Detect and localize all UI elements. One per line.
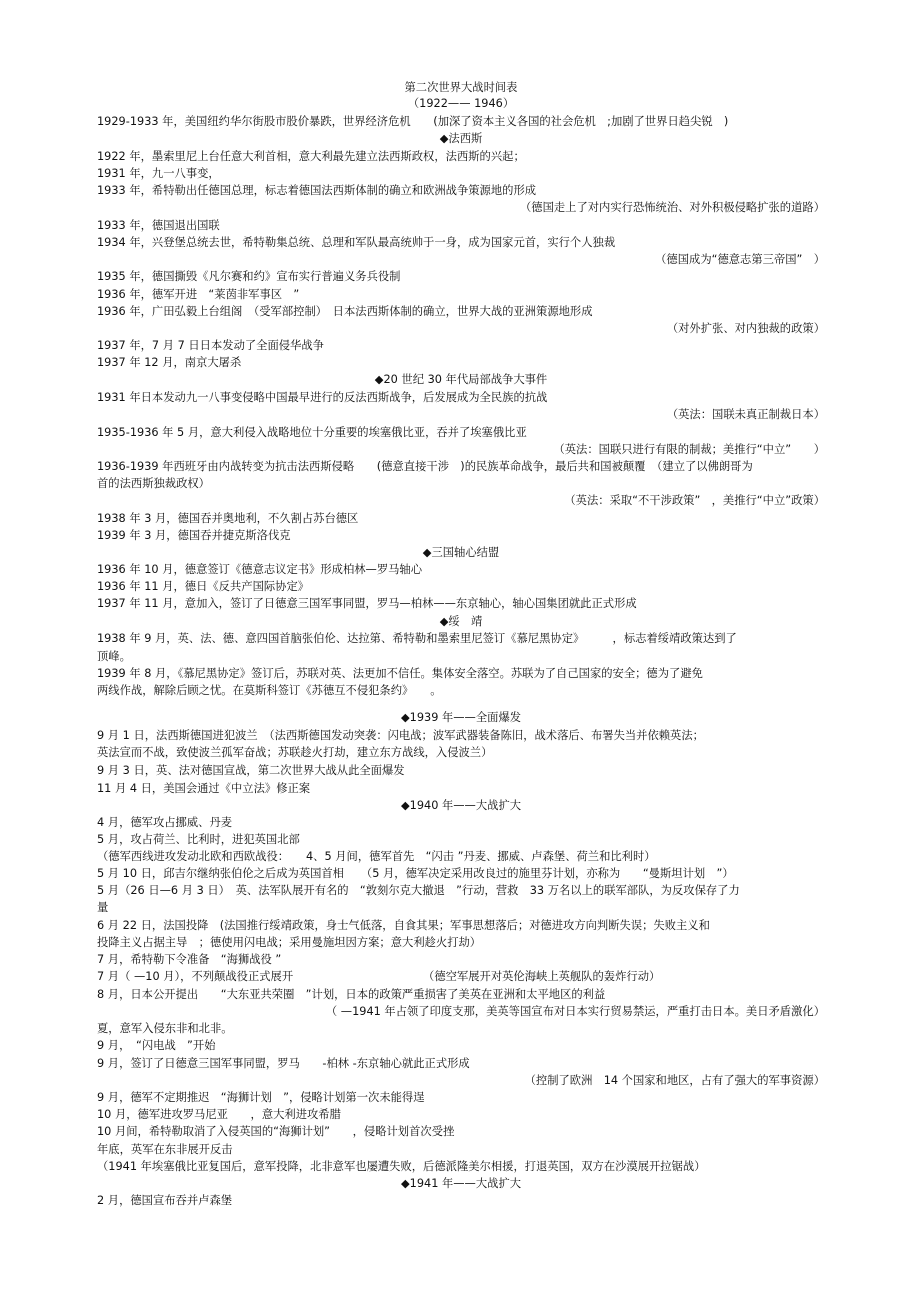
timeline-line: 1933 年，希特勒出任德国总理，标志着德国法西斯体制的确立和欧洲战争策源地的形成 (97, 184, 537, 197)
timeline-line: 9 月 3 日，英、法对德国宣战，第二次世界大战从此全面爆发 (97, 764, 405, 777)
timeline-line: 1937 年 11 月，意加入，签订了日德意三国军事同盟，罗马—柏林——东京轴心，轴心国集团就此正式形成 (97, 597, 637, 610)
timeline-line: 1938 年 9 月，英、法、德、意四国首脑张伯伦、达拉第、希特勒和墨索里尼签订《慕尼黑协定》 ，标志着绥靖政策达到了 (97, 632, 737, 645)
section-heading: ◆1941 年——大战扩大 (400, 1177, 522, 1190)
timeline-line: 1934 年，兴登堡总统去世，希特勒集总统、总理和军队最高统帅于一身，成为国家元首，实行个人独裁 (97, 236, 616, 249)
timeline-line: 8 月，日本公开提出 “大东亚共荣圈 ”计划，日本的政策严重损害了美英在亚洲和太平地区的利益 (97, 988, 606, 1001)
section-heading: ◆法西斯 (439, 132, 483, 145)
timeline-line: 1936 年 10 月，德意签订《德意志议定书》形成柏林—罗马轴心 (97, 563, 423, 576)
timeline-line: 年底，英军在东非展开反击 (97, 1143, 233, 1156)
timeline-line: 1931 年，九一八事变， (97, 167, 220, 180)
timeline-line: 夏，意军入侵东非和北非。 (97, 1022, 233, 1035)
timeline-line: 1938 年 3 月，德国吞并奥地利，不久割占苏台德区 (97, 512, 359, 525)
timeline-line: 1937 年，7 月 7 日日本发动了全面侵华战争 (97, 339, 324, 352)
section-heading: ◆20 世纪 30 年代局部战争大事件 (374, 373, 548, 386)
timeline-line: （对外扩张、对内独裁的政策） (666, 322, 825, 335)
timeline-line: 首的法西斯独裁政权） (97, 477, 210, 490)
timeline-line: 顶峰。 (97, 650, 131, 663)
section-heading: ◆三国轴心结盟 (422, 546, 500, 559)
timeline-line: 9 月，签订了日德意三国军事同盟，罗马 -柏林 -东京轴心就此正式形成 (97, 1057, 470, 1070)
timeline-line: 7 月，希特勒下令准备 “海狮战役 ” (97, 953, 282, 966)
timeline-line: （英法：国联未真正制裁日本） (666, 408, 825, 421)
timeline-line: 1935 年，德国撕毁《凡尔赛和约》宣布实行普遍义务兵役制 (97, 270, 401, 283)
timeline-line: 5 月，攻占荷兰、比利时，进犯英国北部 (97, 833, 300, 846)
timeline-line: 两线作战，解除后顾之忧。在莫斯科签订《苏德互不侵犯条约》 。 (97, 684, 442, 697)
timeline-line: （德军西线进攻发动北欧和西欧战役： 4、5 月间，德军首先 “闪击 ”丹麦、挪威、卢森堡、荷兰和比利时） (97, 850, 656, 863)
document-title: 第二次世界大战时间表 (404, 81, 518, 94)
timeline-line: 1939 年 3 月，德国吞并捷克斯洛伐克 (97, 529, 291, 542)
timeline-line: 投降主义占据主导 ；德使用闪电战；采用曼施坦因方案；意大利趁火打劫） (97, 936, 482, 949)
section-heading: ◆1939 年——全面爆发 (400, 711, 522, 724)
timeline-line: 4 月，德军攻占挪威、丹麦 (97, 816, 233, 829)
timeline-line: 5 月 10 日，邱吉尔继纳张伯伦之后成为英国首相 （5 月，德军决定采用改良过的施里芬计划，亦称为 “曼斯坦计划 ”） (97, 867, 734, 880)
timeline-line: 7 月（ —10 月），不列颠战役正式展开 （德空军展开对英伦海峡上英舰队的轰炸行动） (97, 970, 661, 983)
timeline-line: 英法宣而不战，致使波兰孤军奋战；苏联趁火打劫，建立东方战线，入侵波兰） (97, 746, 493, 759)
timeline-line: （1941 年埃塞俄比亚复国后，意军投降，北非意军也屡遭失败，后德派隆美尔相援，打退英国，双方在沙漠展开拉锯战） (97, 1160, 706, 1173)
timeline-line: 10 月间，希特勒取消了入侵英国的“海狮计划” ，侵略计划首次受挫 (97, 1125, 455, 1138)
timeline-line: 5 月（26 日—6 月 3 日） 英、法军队展开有名的 “敦刻尔克大撤退 ”行动，营救 33 万名以上的联军部队，为反攻保存了力 (97, 884, 740, 897)
timeline-line: 9 月 1 日，法西斯德国进犯波兰 （法西斯德国发动突袭：闪电战；波军武器装备陈旧，战术落后、布署失当并依赖英法； (97, 729, 704, 742)
timeline-line: 6 月 22 日，法国投降 (法国推行绥靖政策，身士气低落，自食其果；军事思想落后；对德进攻方向判断失误；失败主义和 (97, 919, 710, 932)
timeline-line: 1935-1936 年 5 月，意大利侵入战略地位十分重要的埃塞俄比亚，吞并了埃塞俄比亚 (97, 426, 527, 439)
timeline-line: 1933 年，德国退出国联 (97, 219, 220, 232)
timeline-line: 1922 年，墨索里尼上台任意大利首相，意大利最先建立法西斯政权，法西斯的兴起； (97, 150, 525, 163)
timeline-line: 1929-1933 年，美国纽约华尔街股市股价暴跌，世界经济危机 (加深了资本主义各国的社会危机 ;加剧了世界日趋尖锐 ) (97, 115, 729, 128)
timeline-line: 1936 年，广田弘毅上台组阁 （受军部控制） 日本法西斯体制的确立，世界大战的亚洲策源地形成 (97, 305, 593, 318)
timeline-line: 量 (97, 901, 109, 914)
timeline-line: （ —1941 年占领了印度支那，美英等国宣布对日本实行贸易禁运，严重打击日本。美日矛盾激化） (325, 1005, 825, 1018)
timeline-line: 1936-1939 年西班牙由内战转变为抗击法西斯侵略 (德意直接干涉 )的民族革命战争，最后共和国被颠覆 （建立了以佛朗哥为 (97, 460, 753, 473)
section-heading: ◆1940 年——大战扩大 (400, 799, 522, 812)
timeline-line: 9 月， “闪电战 ”开始 (97, 1039, 216, 1052)
timeline-line: （控制了欧洲 14 个国家和地区，占有了强大的军事资源） (524, 1074, 825, 1087)
timeline-line: 9 月，德军不定期推迟 “海狮计划 ”，侵略计划第一次未能得逞 (97, 1091, 425, 1104)
timeline-line: （德国成为“德意志第三帝国” ） (655, 253, 825, 266)
document-subtitle: （1922—— 1946） (407, 97, 515, 110)
timeline-line: （英法：采取“不干涉政策” ，美推行“中立”政策） (564, 494, 825, 507)
timeline-line: （英法：国联只进行有限的制裁；美推行“中立” ） (553, 443, 825, 456)
timeline-line: 2 月，德国宣布吞并卢森堡 (97, 1194, 233, 1207)
timeline-line: 11 月 4 日，美国会通过《中立法》修正案 (97, 782, 311, 795)
timeline-line: 1931 年日本发动九一八事变侵略中国最早进行的反法西斯战争，后发展成为全民族的抗战 (97, 391, 548, 404)
timeline-line: 1936 年，德军开进 “莱茵非军事区 ” (97, 288, 300, 301)
timeline-line: 1936 年 11 月，德日《反共产国际协定》 (97, 580, 310, 593)
timeline-line: 1937 年 12 月，南京大屠杀 (97, 356, 242, 369)
timeline-line: 10 月，德军进攻罗马尼亚 ，意大利进攻希腊 (97, 1108, 341, 1121)
section-heading: ◆绥 靖 (439, 615, 483, 628)
timeline-line: 1939 年 8 月，《慕尼黑协定》签订后，苏联对英、法更加不信任。集体安全落空。苏联为了自己国家的安全；德为了避免 (97, 667, 703, 680)
timeline-line: （德国走上了对内实行恐怖统治、对外积极侵略扩张的道路） (519, 201, 825, 214)
